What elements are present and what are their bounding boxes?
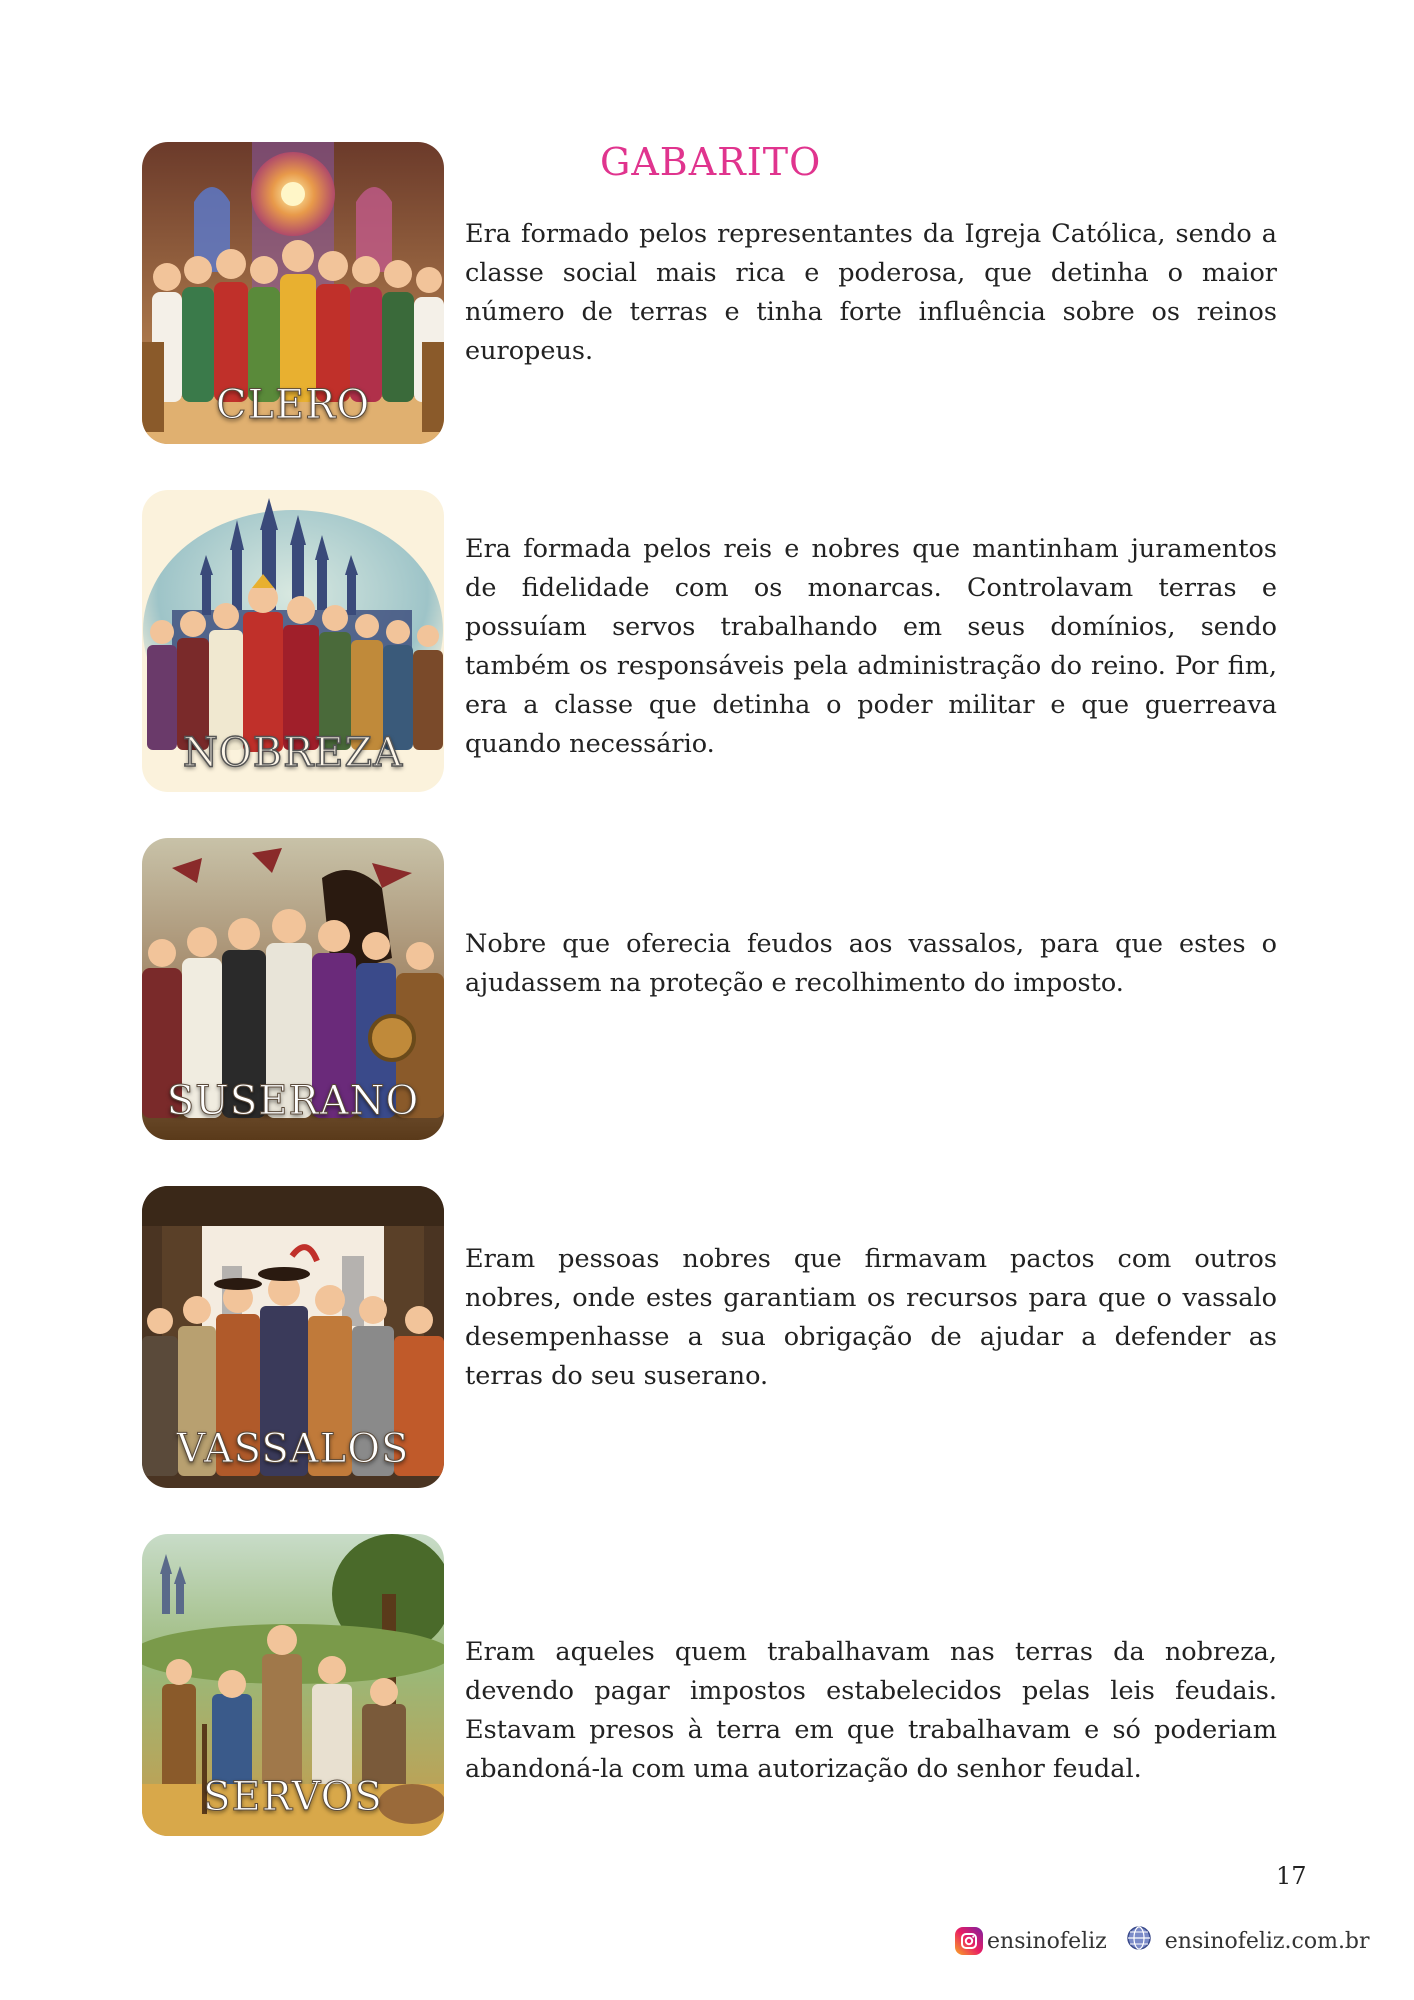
instagram-icon — [955, 1927, 983, 1955]
description-nobreza: Era formada pelos reis e nobres que mantinham juramentos de fidelidade com os monarcas. Controlavam terras e possuíam servos trabalhando em seus domínios, sendo também os responsáveis pela administração do reino. Por fim, era a classe que detinha o poder militar e que guerreava quando necessário. — [465, 534, 1277, 759]
card-clero — [142, 142, 444, 444]
card-nobreza — [142, 490, 444, 792]
card-label-vassalos: VASSALOS — [176, 1426, 410, 1472]
card-servos — [142, 1534, 444, 1836]
card-label-suserano: SUSERANO — [166, 1078, 420, 1124]
globe-icon — [1125, 1924, 1153, 1958]
description-servos: Eram aqueles quem trabalhavam nas terras da nobreza, devendo pagar impostos estabelecidos pelas leis feudais. Estavam presos à terra em que trabalhavam e só poderiam abandoná-la com uma autorização do senhor feudal. — [465, 1637, 1277, 1784]
card-label-servos: SERVOS — [203, 1774, 383, 1820]
page-number: 17 — [1276, 1862, 1307, 1890]
card-label-clero: CLERO — [215, 382, 371, 428]
description-suserano: Nobre que oferecia feudos aos vassalos, para que estes o ajudassem na proteção e recolhimento do imposto. — [465, 929, 1277, 998]
page-title: GABARITO — [600, 140, 822, 184]
card-label-nobreza: NOBREZA — [182, 730, 404, 776]
card-suserano — [142, 838, 444, 1140]
description-vassalos: Eram pessoas nobres que firmavam pactos com outros nobres, onde estes garantiam os recursos para que o vassalo desempenhasse a sua obrigação de ajudar a defender as terras do seu suserano. — [465, 1244, 1277, 1391]
instagram-handle[interactable]: ensinofeliz — [987, 1928, 1107, 1954]
card-vassalos — [142, 1186, 444, 1488]
website-link[interactable]: ensinofeliz.com.br — [1164, 1928, 1370, 1954]
description-clero: Era formado pelos representantes da Igreja Católica, sendo a classe social mais rica e poderosa, que detinha o maior número de terras e tinha forte influência sobre os reinos europeus. — [465, 219, 1277, 366]
footer — [955, 1924, 1370, 1958]
